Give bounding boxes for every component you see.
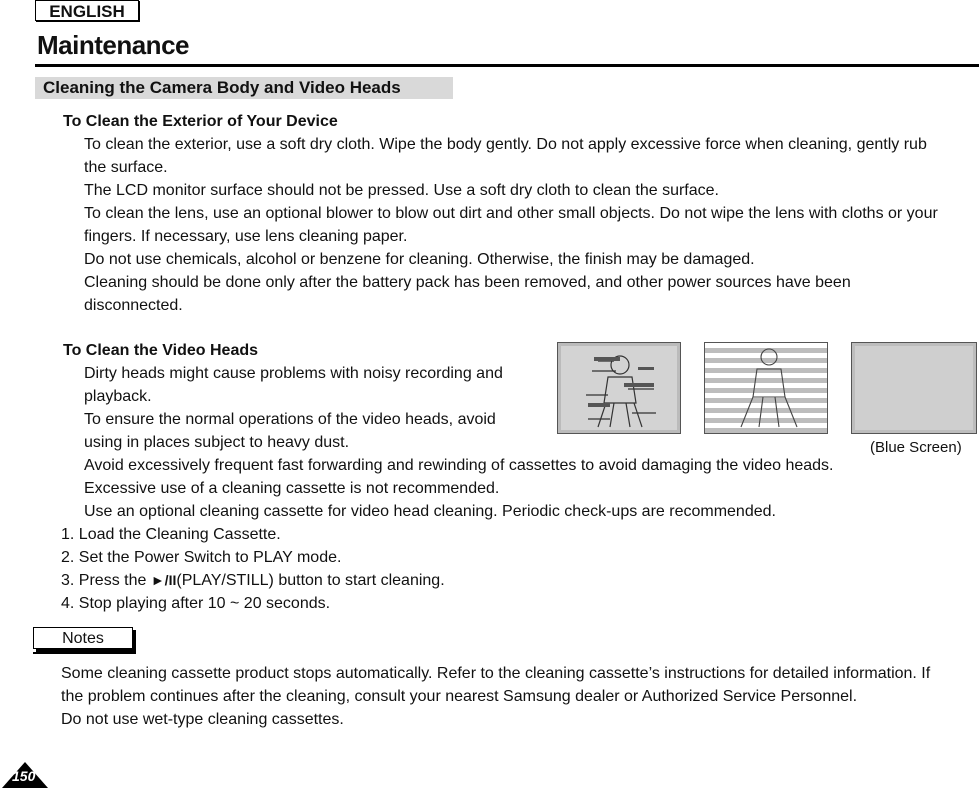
exterior-line: To clean the lens, use an optional blower to blow out dirt and other small objects. Do not wipe the lens with cloths or your	[84, 205, 938, 222]
page-title: Maintenance	[37, 30, 189, 60]
step-3-suffix: (PLAY/STILL) button to start cleaning.	[176, 572, 445, 589]
exterior-line: the surface.	[84, 159, 168, 176]
step-item: 2. Set the Power Switch to PLAY mode.	[61, 549, 342, 566]
heads-line: Avoid excessively frequent fast forwarding and rewinding of cassettes to avoid damaging the video heads.	[84, 457, 834, 474]
exterior-line: The LCD monitor surface should not be pressed. Use a soft dry cloth to clean the surface.	[84, 182, 719, 199]
step-item	[61, 569, 445, 592]
language-tab: ENGLISH	[35, 0, 139, 21]
note-line: the problem continues after the cleaning, consult your nearest Samsung dealer or Authorized Service Personnel.	[61, 688, 858, 705]
step-item: 4. Stop playing after 10 ~ 20 seconds.	[61, 595, 331, 612]
striped-playback-image	[704, 342, 828, 434]
exterior-heading: To Clean the Exterior of Your Device	[63, 113, 338, 130]
step-item: 1. Load the Cleaning Cassette.	[61, 526, 281, 543]
noisy-playback-image	[557, 342, 681, 434]
exterior-line: disconnected.	[84, 297, 183, 314]
play-still-icon: ►/II	[150, 572, 177, 588]
exterior-line: To clean the exterior, use a soft dry cloth. Wipe the body gently. Do not apply excessive force when cleaning, gently rub	[84, 136, 927, 153]
section-title: Cleaning the Camera Body and Video Heads	[35, 77, 453, 99]
faint-figure-icon	[705, 343, 829, 435]
note-line: Do not use wet-type cleaning cassettes.	[61, 711, 344, 728]
note-line: Some cleaning cassette product stops automatically. Refer to the cleaning cassette’s instructions for detailed information. If	[61, 665, 931, 682]
notes-divider	[33, 652, 136, 654]
page-number: 150	[12, 768, 36, 784]
exterior-line: fingers. If necessary, use lens cleaning paper.	[84, 228, 408, 245]
heads-line: Dirty heads might cause problems with noisy recording and	[84, 365, 503, 382]
heads-line: using in places subject to heavy dust.	[84, 434, 350, 451]
blue-screen-image	[851, 342, 977, 434]
blue-screen-caption: (Blue Screen)	[870, 439, 962, 456]
heads-line: Excessive use of a cleaning cassette is not recommended.	[84, 480, 500, 497]
heads-line: playback.	[84, 388, 152, 405]
page-number-badge	[0, 760, 48, 788]
exterior-line: Do not use chemicals, alcohol or benzene for cleaning. Otherwise, the finish may be damaged.	[84, 251, 755, 268]
heads-line: Use an optional cleaning cassette for video head cleaning. Periodic check-ups are recommended.	[84, 503, 776, 520]
heads-line: To ensure the normal operations of the video heads, avoid	[84, 411, 496, 428]
step-3-prefix: 3. Press the	[61, 572, 147, 589]
notes-label: Notes	[33, 627, 133, 649]
exterior-line: Cleaning should be done only after the battery pack has been removed, and other power sources have been	[84, 274, 851, 291]
distorted-figure-icon	[558, 343, 682, 435]
title-divider	[35, 64, 979, 67]
heads-heading: To Clean the Video Heads	[63, 342, 259, 359]
